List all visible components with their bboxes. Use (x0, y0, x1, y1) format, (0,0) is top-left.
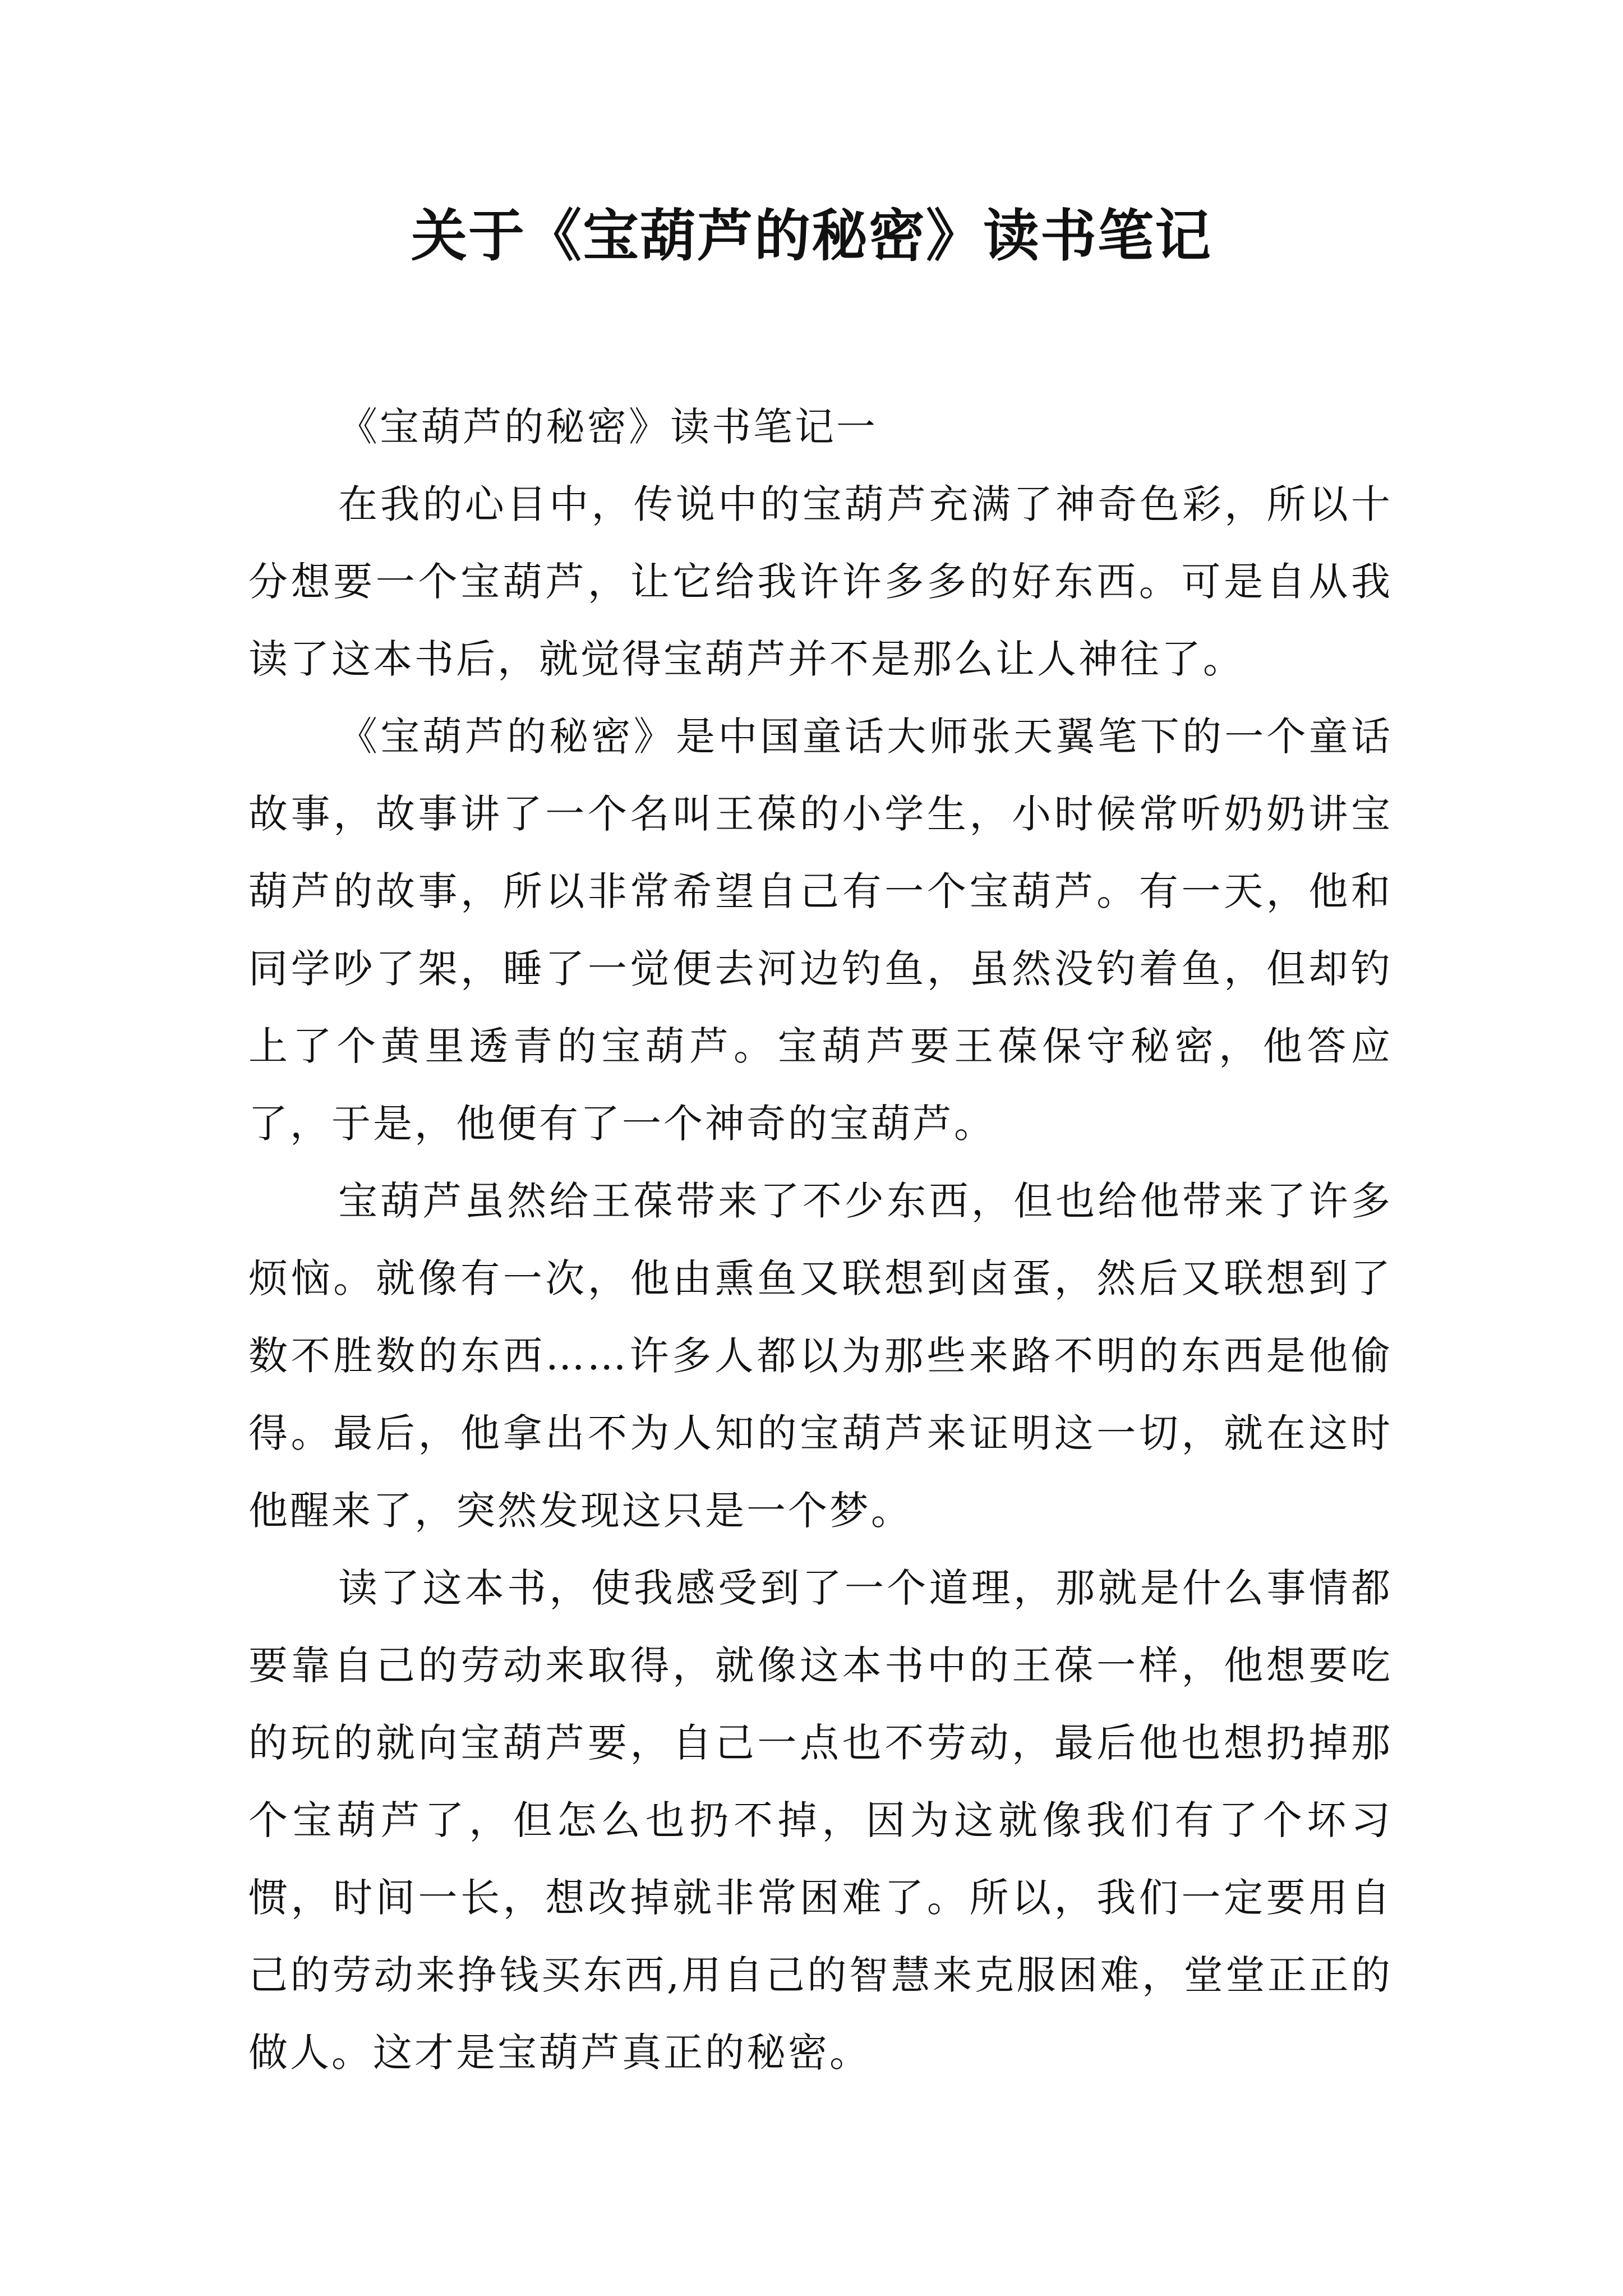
paragraph-2: 《宝葫芦的秘密》是中国童话大师张天翼笔下的一个童话故事，故事讲了一个名叫王葆的小学生，小时候常听奶奶讲宝葫芦的故事，所以非常希望自己有一个宝葫芦。有一天，他和同学吵了架，睡了一觉便去河边钓鱼，虽然没钓着鱼，但却钓上了个黄里透青的宝葫芦。宝葫芦要王葆保守秘密，他答应了，于是，他便有了一个神奇的宝葫芦。 (248, 714, 1393, 1147)
paragraph-1: 在我的心目中，传说中的宝葫芦充满了神奇色彩，所以十分想要一个宝葫芦，让它给我许许多多的好东西。可是自从我读了这本书后，就觉得宝葫芦并不是那么让人神往了。 (248, 481, 1393, 682)
document-title: 关于《宝葫芦的秘密》读书笔记 (411, 203, 1212, 269)
paragraph-3: 宝葫芦虽然给王葆带来了不少东西，但也给他带来了许多烦恼。就像有一次，他由熏鱼又联想到卤蛋，然后又联想到了数不胜数的东西……许多人都以为那些来路不明的东西是他偷得。最后，他拿出不为人知的宝葫芦来证明这一切，就在这时他醒来了，突然发现这只是一个梦。 (248, 1178, 1393, 1534)
paragraph-4: 读了这本书，使我感受到了一个道理，那就是什么事情都要靠自己的劳动来取得，就像这本书中的王葆一样，他想要吃的玩的就向宝葫芦要，自己一点也不劳动，最后他也想扔掉那个宝葫芦了，但怎么也扔不掉，因为这就像我们有了个坏习惯，时间一长，想改掉就非常困难了。所以，我们一定要用自己的劳动来挣钱买东西,用自己的智慧来克服困难，堂堂正正的做人。这才是宝葫芦真正的秘密。 (248, 1565, 1393, 2076)
section-subheading: 《宝葫芦的秘密》读书笔记一 (338, 404, 878, 450)
document-body (248, 388, 1393, 2091)
